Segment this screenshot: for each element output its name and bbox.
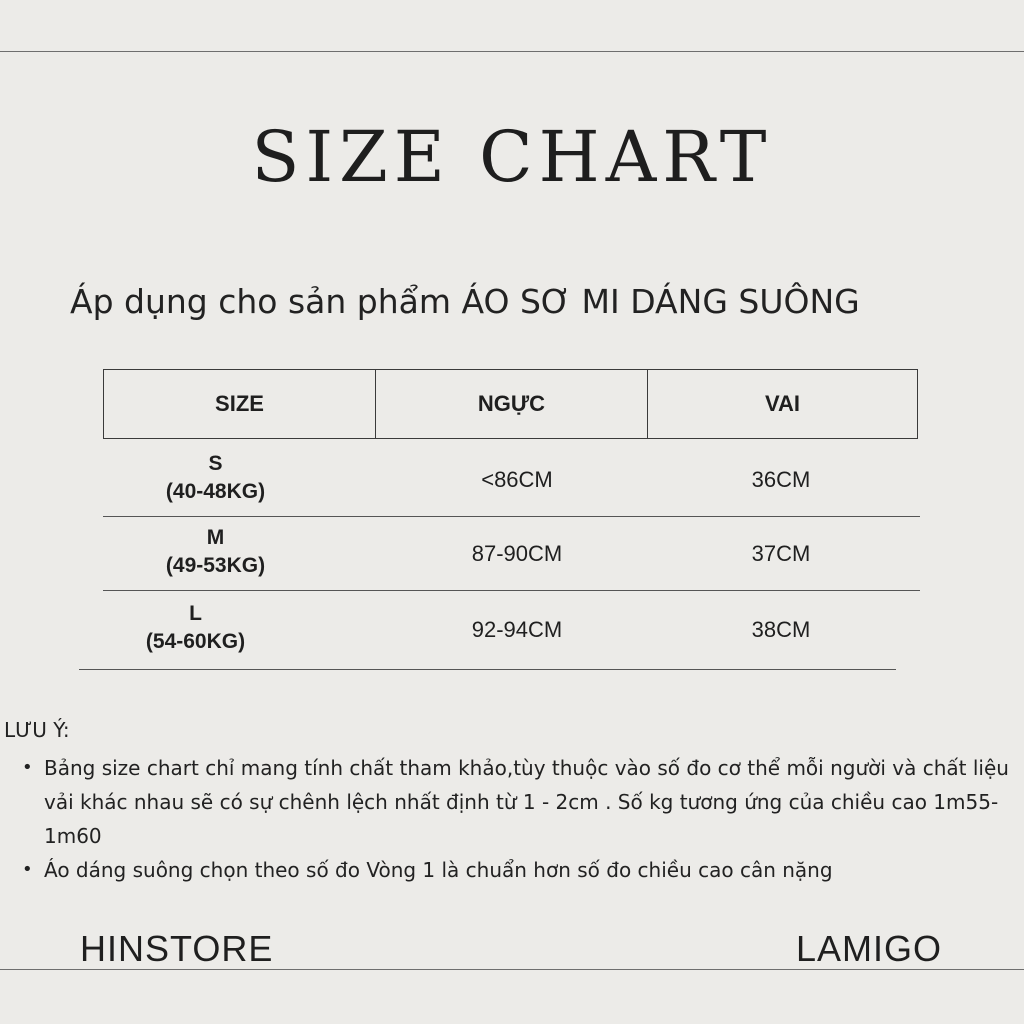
notes-title: LƯU Ý: (4, 718, 70, 742)
chest-value: <86CM (481, 467, 553, 492)
bottom-divider (0, 969, 1024, 970)
shoulder-value: 37CM (751, 541, 811, 566)
shoulder-value: 36CM (751, 467, 811, 492)
size-label: L (189, 602, 202, 625)
size-cell (103, 450, 328, 506)
chest-value: 92-94CM (471, 617, 563, 642)
top-divider (0, 51, 1024, 52)
notes-list (20, 751, 1010, 887)
shoulder-value: 38CM (751, 617, 811, 642)
page-title: SIZE CHART (251, 116, 773, 198)
bullet-icon: • (22, 859, 33, 880)
header-size: SIZE (104, 370, 376, 438)
list-item (20, 853, 1010, 887)
brand-right: LAMIGO (796, 928, 943, 969)
header-chest: NGỰC (376, 370, 648, 438)
note-text: Áo dáng suông chọn theo số đo Vòng 1 là chuẩn hơn số đo chiều cao cân nặng (44, 858, 833, 882)
brand-left: HINSTORE (80, 928, 274, 969)
table-bottom-divider (79, 669, 896, 670)
size-label: S (208, 452, 223, 475)
size-cell (103, 524, 328, 580)
header-shoulder: VAI (764, 391, 801, 416)
bullet-icon: • (22, 757, 33, 778)
table-row (103, 442, 920, 517)
list-item (20, 751, 1010, 853)
chest-value: 87-90CM (471, 541, 563, 566)
size-label: M (206, 526, 225, 549)
table-row (103, 516, 920, 591)
size-cell (83, 600, 308, 656)
product-subtitle: Áp dụng cho sản phẩm ÁO SƠ MI DÁNG SUÔNG (70, 282, 860, 321)
note-text: Bảng size chart chỉ mang tính chất tham khảo,tùy thuộc vào số đo cơ thể mỗi người và chất liệu vải khác nhau sẽ có sự chênh lệch nhất định từ 1 - 2cm . Số kg tương ứng của chiều cao 1m55-1m60 (44, 756, 1009, 848)
weight-range: (40-48KG) (165, 480, 266, 503)
table-row (103, 592, 920, 666)
weight-range: (54-60KG) (145, 630, 246, 653)
table-header (103, 369, 918, 439)
weight-range: (49-53KG) (165, 554, 266, 577)
